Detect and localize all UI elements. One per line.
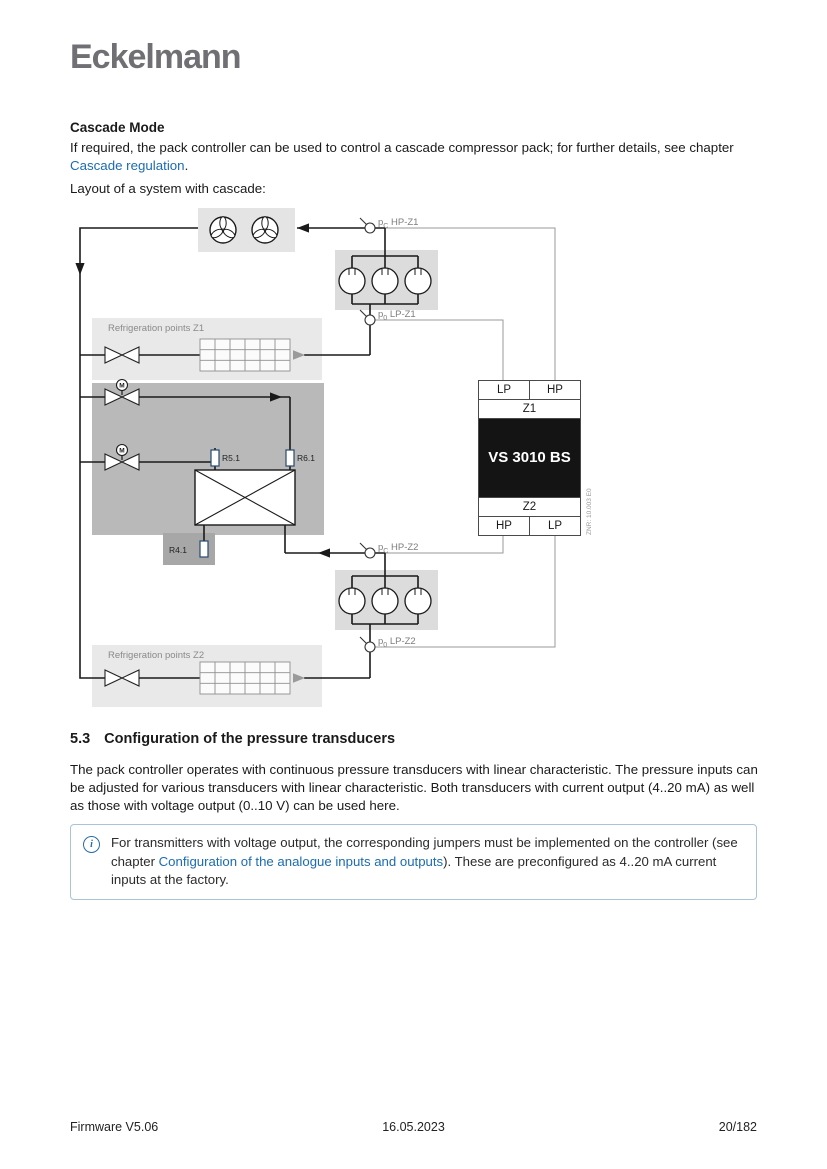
sensor-p: p <box>378 309 384 320</box>
section-title: Configuration of the pressure transducers <box>104 731 396 747</box>
fan-icons <box>210 217 278 243</box>
controller-z1-io-row <box>479 381 580 400</box>
refrigerant-pipes <box>80 228 418 678</box>
cascade-system-diagram <box>0 205 827 717</box>
refrigeration-z1-label: Refrigeration points Z1 <box>108 323 205 334</box>
footer-date: 16.05.2023 <box>382 1120 445 1134</box>
evaporator-grid-z2 <box>200 662 290 694</box>
info-note-text <box>111 834 744 890</box>
footer-firmware-version: Firmware V5.06 <box>70 1120 159 1134</box>
controller-z1-lp-cell: LP <box>479 381 530 399</box>
sensor-sub: C <box>383 222 389 230</box>
sensor-sub: 0 <box>383 641 388 649</box>
znr-drawing-number: ZNR: 10.003 E0 <box>586 488 593 535</box>
refrigeration-z2-label: Refrigeration points Z2 <box>108 650 205 661</box>
controller-z2-io-row <box>479 517 580 535</box>
section-53-paragraph: The pack controller operates with continuous pressure transducers with linear characteristic. The pressure inputs can be adjusted for various transducers with linear characteristic. Both transducers with current output (4..20 mA) as well as those with voltage output (0..10 V) can be used here. <box>70 762 758 813</box>
controller-zone2-cell: Z2 <box>479 498 580 517</box>
sensor-label-hp-z2 <box>378 542 418 555</box>
evaporator-grid-z1 <box>200 339 290 371</box>
cascade-mode-heading: Cascade Mode <box>70 120 165 135</box>
cascade-regulation-link[interactable]: Cascade regulation <box>70 157 185 173</box>
note-text-after: ). These are preconfigured as 4..20 mA current inputs at the factory. <box>111 853 717 888</box>
intro-text-after: . <box>184 157 189 173</box>
intro-text-before: If required, the pack controller can be used to control a cascade compressor pack; for further details, see chapter <box>70 140 734 155</box>
sensor-zone: LP-Z2 <box>387 636 416 647</box>
note-text-before: For transmitters with voltage output, the corresponding jumpers must be implemented on the controller (see chapter <box>111 835 738 869</box>
sensor-label-lp-z2 <box>378 636 416 649</box>
section-number: 5.3 <box>70 731 91 747</box>
cascade-intro-paragraph <box>70 139 762 175</box>
heat-exchanger-icon <box>195 470 295 525</box>
footer-page-number: 20/182 <box>718 1120 757 1134</box>
controller-zone1-cell: Z1 <box>479 400 580 419</box>
controller-vs3010bs <box>478 380 581 536</box>
motor-label: M <box>119 447 125 455</box>
info-note-box <box>70 824 757 900</box>
section-53-heading <box>70 731 395 747</box>
sensor-p: p <box>378 636 384 647</box>
eckelmann-logo: Eckelmann <box>70 38 241 76</box>
sensor-zone: HP-Z2 <box>388 542 419 553</box>
r41-label: R4.1 <box>169 545 187 555</box>
sensor-sub: C <box>383 547 389 555</box>
sensor-label-hp-z1 <box>378 217 418 230</box>
sensor-zone: HP-Z1 <box>388 217 419 228</box>
motor-actuator-icons <box>117 380 128 461</box>
info-icon: i <box>83 836 100 853</box>
sensor-p: p <box>378 217 384 228</box>
r51-label: R5.1 <box>222 453 240 463</box>
controller-z1-hp-cell: HP <box>547 384 563 396</box>
analogue-config-link[interactable]: Configuration of the analogue inputs and outputs <box>158 853 444 869</box>
r61-label: R6.1 <box>297 453 315 463</box>
motor-label: M <box>119 382 125 390</box>
sensor-sub: 0 <box>383 314 388 322</box>
controller-name-plate: VS 3010 BS <box>479 419 580 498</box>
valve-icons <box>105 347 139 686</box>
sensor-zone: LP-Z1 <box>387 309 416 320</box>
controller-z2-hp-cell: HP <box>479 517 530 535</box>
controller-z2-lp-cell: LP <box>547 520 563 532</box>
sensor-label-lp-z1 <box>378 309 416 322</box>
sensor-p: p <box>378 542 384 553</box>
layout-caption: Layout of a system with cascade: <box>70 181 266 196</box>
